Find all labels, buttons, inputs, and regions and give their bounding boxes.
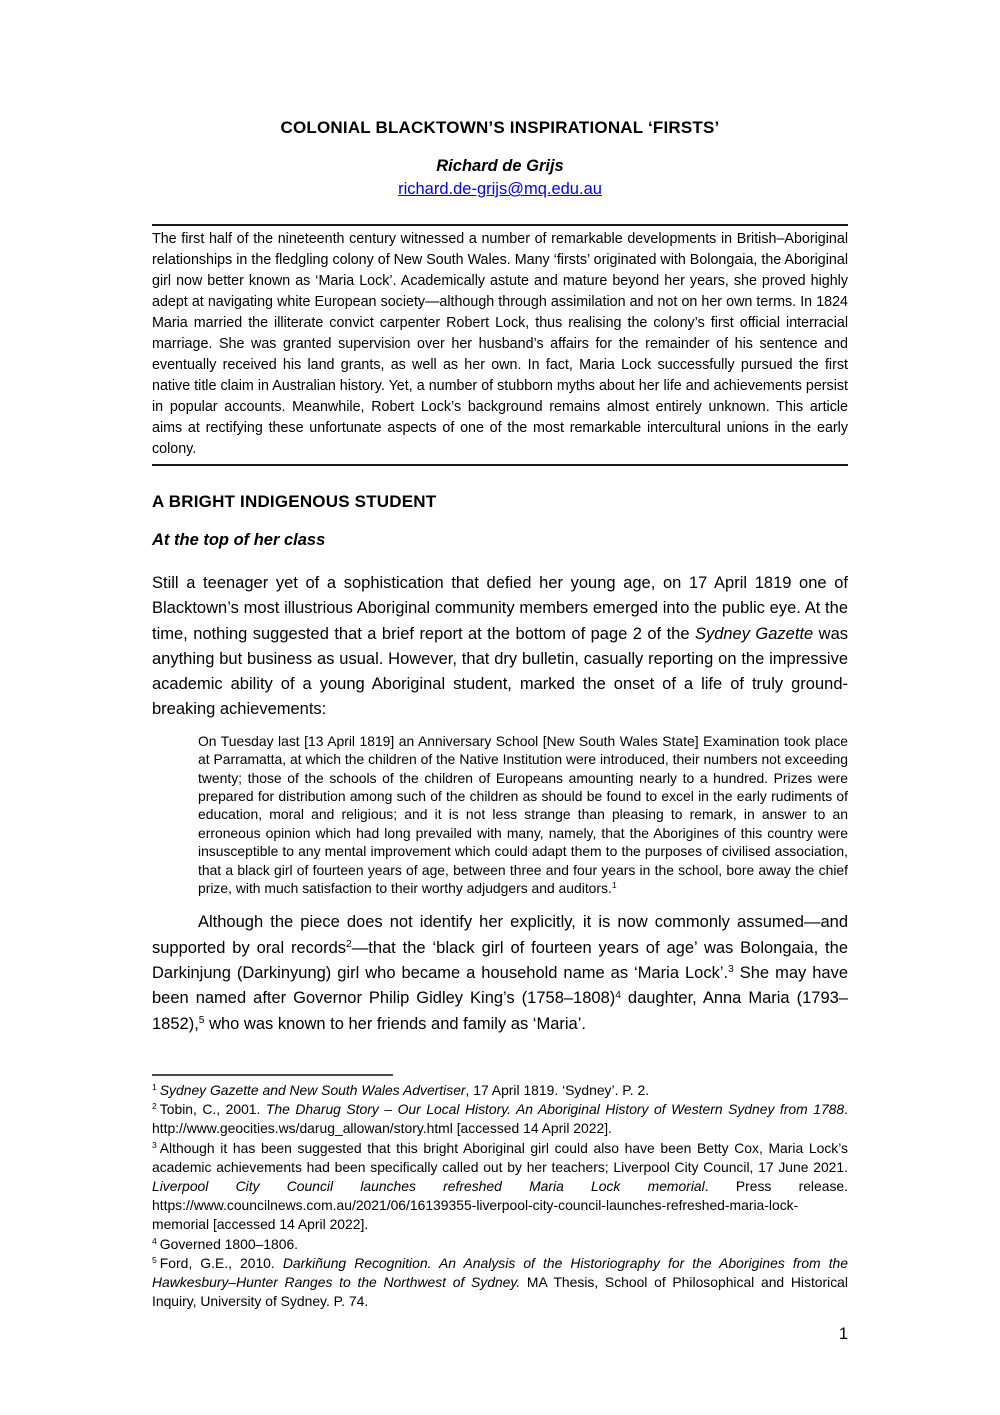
footnote-3-tail: . Press release. https://www.councilnews.com.au/2021/06/16139355-liverpool-city-council-launches-refreshed-maria-lock-memorial [accessed 14 April 2022]. [152, 1177, 848, 1233]
footnote-5-tail: MA Thesis, School of Philosophical and Historical Inquiry, University of Sydney. P. 74. [152, 1273, 848, 1310]
footnote-2-tail: . http://www.geocities.ws/darug_allowan/story.html [accessed 14 April 2022]. [152, 1101, 848, 1137]
page-number: 1 [838, 1325, 848, 1343]
subsection-heading: At the top of her class [152, 531, 326, 549]
footnote-5-number: 5 [152, 1255, 157, 1266]
paragraph-identity-text-a: Although the piece does not identify her explicitly, it is now commonly assumed—and supported by oral records [152, 913, 848, 957]
footnote-1-number: 1 [152, 1082, 157, 1093]
footnote-5-source-italic: Darkiñung Recognition. An Analysis of the Historiography for the Aborigines from the Hawkesbury–Hunter Ranges to the Northwest of Sydney. [152, 1254, 849, 1290]
paragraph-identity-text-c: She may have been named after Governor Philip Gidley King’s (1758–1808) [152, 964, 848, 1008]
block-quote-text: On Tuesday last [13 April 1819] an Anniversary School [New South Wales State] Examination took place at Parramatta, at which the children of the Native Institution were introduced, their numbers not exceeding twenty; those of the schools of the children of Europeans amounting nearly to a hundred. Prizes were prepared for distribution among such of the children as should be found to excel in the early rudiments of education, moral and religious; and it is not less strange than pleasing to remark, in answer to an erroneous opinion which had long prevailed with many, namely, that the Aborigines of this country were insusceptible to any mental improvement which could adapt them to the purposes of civilised association, that a black girl of fourteen years of age, between three and four years in the school, bore away the chief prize, with much satisfaction to their worthy adjudgers and auditors. [198, 732, 848, 897]
abstract-section [152, 224, 848, 466]
footnote-ref-4: 4 [615, 989, 621, 1001]
author-email-link[interactable]: richard.de-grijs@mq.edu.au [398, 180, 602, 198]
abstract-text: The first half of the nineteenth century witnessed a number of remarkable developments in British–Aboriginal relationships in the fledgling colony of New South Wales. Many ‘firsts’ originated with Bolongaia, the Aboriginal girl now better known as ‘Maria Lock’. Academically astute and mature beyond her years, she proved highly adept at navigating white European society—although through assimilation and not on her own terms. In 1824 Maria married the illiterate convict carpenter Robert Lock, thus realising the colony’s first official interracial marriage. She was granted supervision over her husband’s affairs for the remainder of his sentence and eventually received his land grants, as well as her own. In fact, Maria Lock successfully pursued the first native title claim in Australian history. Yet, a number of stubborn myths about her life and achievements persist in popular accounts. Meanwhile, Robert Lock’s background remains almost entirely unknown. This article aims at rectifying these unfortunate aspects of one of the most remarkable intercultural unions in the early colony. [152, 231, 848, 457]
footnote-4-number: 4 [152, 1235, 157, 1246]
footnote-3-text: Although it has been suggested that this bright Aboriginal girl could also have been Betty Cox, Maria Lock’s academic achievements had been specifically called out by her teachers; Liverpool City Council, 17 June 2021. [152, 1139, 848, 1175]
paragraph-intro-text-a: Still a teenager yet of a sophistication that defied her young age, on 17 April 1819 one of Blacktown’s most illustrious Aboriginal community members emerged into the public eye. At the time, nothing suggested that a brief report at the bottom of page 2 of the [152, 574, 848, 643]
paragraph-identity [152, 910, 848, 1036]
paragraph-identity-text-d: daughter, Anna Maria (1793–1852), [152, 989, 848, 1033]
journal-name-italic: Sydney Gazette [694, 624, 814, 643]
section-heading: A BRIGHT INDIGENOUS STUDENT [152, 492, 437, 511]
paragraph-identity-text-b: —that the ‘black girl of fourteen years of age’ was Bolongaia, the Darkinjung (Darkinyung) girl who became a household name as ‘Maria Lock’. [152, 938, 848, 983]
footnote-2-source-italic: The Dharug Story – Our Local History. An Aboriginal History of Western Sydney from 1788 [265, 1101, 845, 1118]
footnote-2 [152, 1100, 848, 1138]
footnote-1 [152, 1081, 848, 1100]
footnote-separator-rule [152, 1074, 393, 1076]
author-email-line [152, 178, 848, 201]
page-title: COLONIAL BLACKTOWN’S INSPIRATIONAL ‘FIRSTS’ [280, 118, 720, 137]
paragraph-identity-text-e: who was known to her friends and family as ‘Maria’. [204, 1014, 586, 1033]
author-name: Richard de Grijs [436, 157, 564, 175]
footnote-5 [152, 1254, 848, 1312]
footnote-3-source-italic: Liverpool City Council launches refreshed Maria Lock memorial [152, 1177, 705, 1194]
paragraph-intro [152, 571, 848, 723]
footnote-ref-5: 5 [198, 1015, 205, 1026]
footnote-4-text: Governed 1800–1806. [159, 1235, 299, 1252]
footnote-1-source-italic: Sydney Gazette and New South Wales Advertiser [159, 1081, 466, 1098]
block-quote [198, 732, 848, 898]
paragraph-intro-text-b: was anything but business as usual. However, that dry bulletin, casually reporting on the impressive academic ability of a young Aboriginal student, marked the onset of a life of truly ground-breaking achievements: [152, 624, 848, 719]
footnote-5-text: Ford, G.E., 2010. [159, 1254, 283, 1271]
footnote-ref-3: 3 [728, 964, 734, 976]
footnote-ref-1: 1 [611, 880, 617, 891]
footnote-ref-2: 2 [346, 939, 352, 951]
footnotes-section [152, 1074, 848, 1311]
footnote-2-text: Tobin, C., 2001. [159, 1101, 266, 1118]
footnote-3 [152, 1139, 848, 1235]
footnote-3-number: 3 [152, 1139, 157, 1150]
footnote-1-tail: , 17 April 1819. ‘Sydney’. P. 2. [465, 1081, 650, 1098]
footnote-2-number: 2 [152, 1101, 157, 1112]
footnote-4 [152, 1235, 848, 1254]
